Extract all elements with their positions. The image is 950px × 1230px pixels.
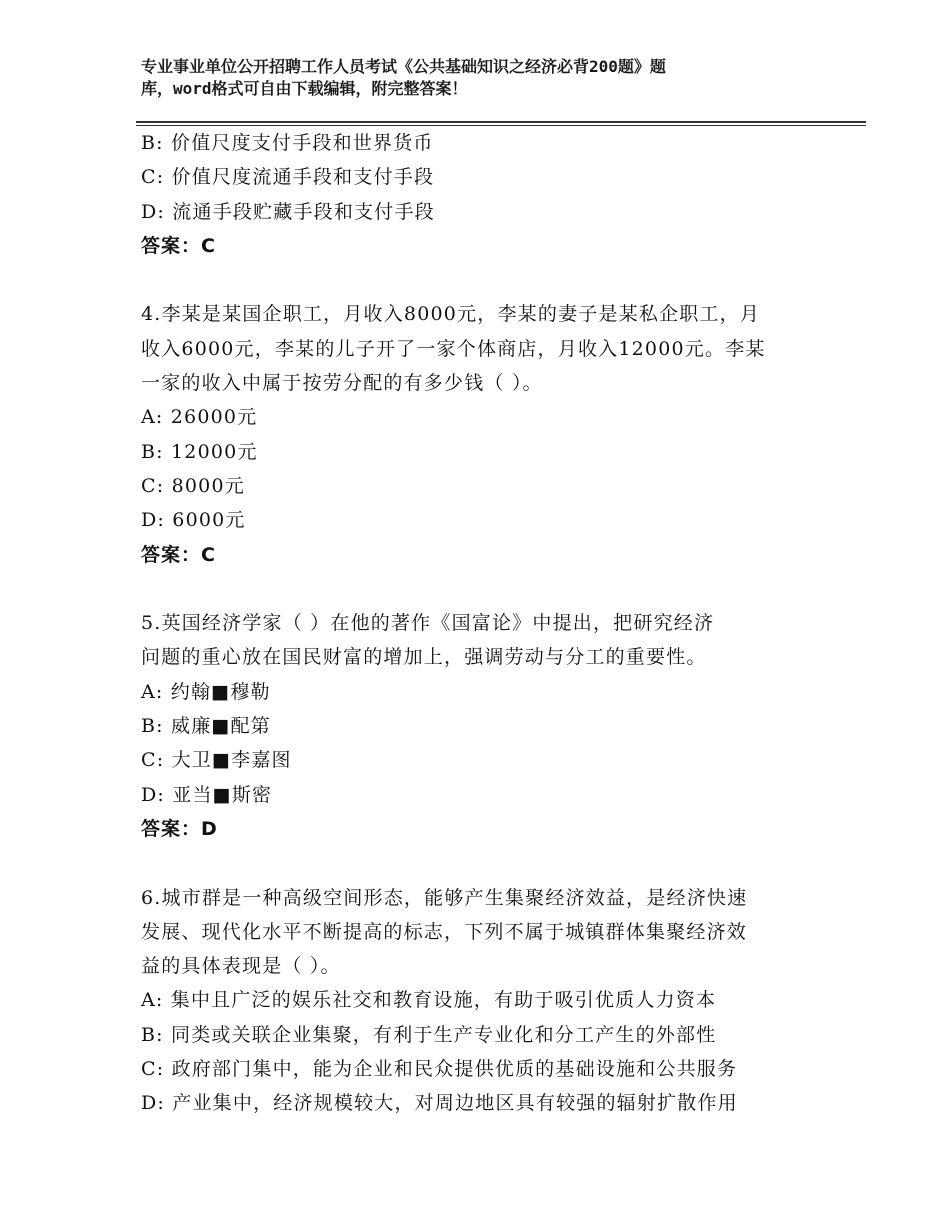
question-stem: 一家的收入中属于按劳分配的有多少钱（ ）。 [141,372,543,395]
question-3-block [141,126,821,263]
option-c: C: 8000元 [141,474,245,497]
option-b: B: 12000元 [141,440,258,463]
question-stem: 5.英国经济学家（ ）在他的著作《国富论》中提出，把研究经济 [141,612,715,635]
header-line-1: 专业事业单位公开招聘工作人员考试《公共基础知识之经济必背200题》题 [141,57,666,76]
option-d: D: 流通手段贮藏手段和支付手段 [141,200,435,223]
option-a: A: 集中且广泛的娱乐社交和教育设施，有助于吸引优质人力资本 [141,989,717,1012]
question-5-block [141,606,821,846]
option-d: D: 6000元 [141,509,246,532]
option-c: C: 大卫■李嘉图 [141,749,292,772]
question-stem: 4.李某是某国企职工，月收入8000元，李某的妻子是某私企职工，月 [141,303,761,326]
answer-line: 答案：C [141,234,216,257]
answer-line: 答案：C [141,543,216,566]
question-stem: 问题的重心放在国民财富的增加上，强调劳动与分工的重要性。 [141,646,707,669]
option-b: B: 威廉■配第 [141,715,271,738]
question-4-block [141,297,821,571]
document-header [141,56,781,100]
spacer [141,572,821,606]
option-c: C: 价值尺度流通手段和支付手段 [141,166,435,189]
option-a: A: 约翰■穆勒 [141,680,271,703]
spacer [141,846,821,880]
option-d: D: 产业集中，经济规模较大，对周边地区具有较强的辐射扩散作用 [141,1092,738,1115]
question-stem: 益的具体表现是（ ）。 [141,955,341,978]
document-body [141,126,821,1121]
question-6-block [141,881,821,1121]
option-c: C: 政府部门集中，能为企业和民众提供优质的基础设施和公共服务 [141,1058,738,1081]
header-rule-thick [136,121,866,123]
question-stem: 6.城市群是一种高级空间形态，能够产生集聚经济效益，是经济快速 [141,886,748,909]
option-a: A: 26000元 [141,406,258,429]
question-stem: 发展、现代化水平不断提高的标志，下列不属于城镇群体集聚经济效 [141,920,748,943]
question-stem: 收入6000元，李某的儿子开了一家个体商店，月收入12000元。李某 [141,337,766,360]
answer-line: 答案：D [141,817,218,840]
option-b: B: 同类或关联企业集聚，有利于生产专业化和分工产生的外部性 [141,1023,717,1046]
header-line-2: 库，word格式可自由下载编辑，附完整答案！ [141,79,468,98]
spacer [141,263,821,297]
option-b: B: 价值尺度支付手段和世界货币 [141,132,434,154]
option-d: D: 亚当■斯密 [141,783,273,806]
